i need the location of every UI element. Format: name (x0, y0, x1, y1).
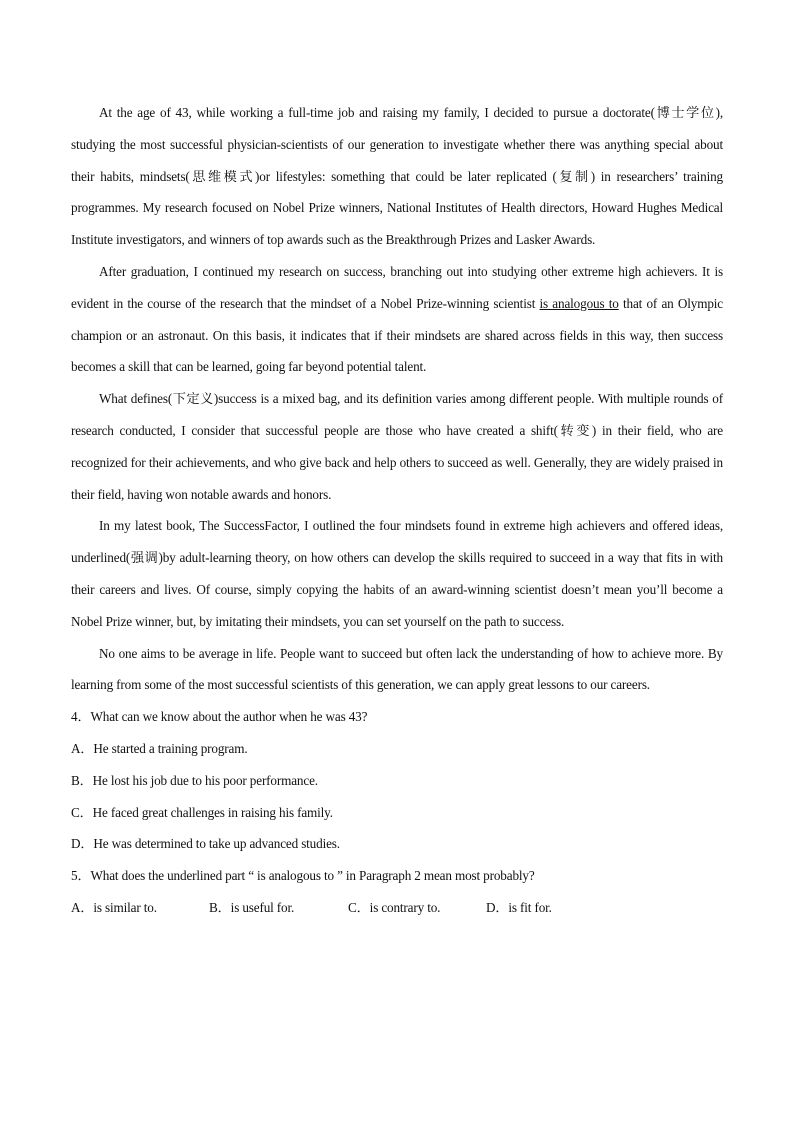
paragraph-5: No one aims to be average in life. People want to succeed but often lack the understanding of how to achieve more. By learning from some of the most successful scientists of this generation, we can apply great lessons to our careers. (71, 645, 723, 693)
paragraph-1: At the age of 43, while working a full-time job and raising my family, I decided to pursue a doctorate(博士学位), studying the most successful physician-scientists of our generation to investigate whether there was anything special about their habits, mindsets(思维模式)or lifestyles: something that could be later replicated (复制) in researchers’ training programmes. My research focused on Nobel Prize winners, National Institutes of Health directors, Howard Hughes Medical Institute investigators, and winners of top awards such as the Breakthrough Prizes and Lasker Awards. (71, 105, 723, 248)
question-5-option-d: D．is fit for. (486, 899, 552, 915)
question-5-stem: 5．What does the underlined part “ is analogous to ” in Paragraph 2 mean most probably? (71, 868, 535, 884)
paragraph-3: What defines(下定义)success is a mixed bag, and its definition varies among different people. With multiple rounds of research conducted, I consider that successful people are those who have created a shift(转变) in their field, who are recognized for their achievements, and who give back and help others to succeed as well. Generally, they are widely praised in their field, having won notable awards and honors. (71, 391, 723, 502)
question-5-option-a: A．is similar to. (71, 899, 157, 915)
paragraph-2-text-before: After graduation, I continued my research on success, branching out into studying other extreme high achievers. It is evident in the course of the research that the mindset of a Nobel Prize-winning scientist (71, 263, 723, 311)
underlined-phrase: is analogous to (539, 295, 619, 311)
question-5-options (71, 892, 723, 924)
paragraph-2-text-after: that of an Olympic champion or an astronaut. On this basis, it indicates that if their mindsets are shared across fields in this way, then success becomes a skill that can be learned, going far beyond potential talent. (71, 295, 724, 375)
paragraph-2 (71, 256, 723, 383)
question-5-option-c: C．is contrary to. (348, 899, 441, 915)
question-4-option-c: C．He faced great challenges in raising his family. (71, 804, 333, 820)
paragraph-4: In my latest book, The SuccessFactor, I outlined the four mindsets found in extreme high achievers and offered ideas, underlined(强调)by adult-learning theory, on how others can develop the skills required to succeed in a way that fits in with their careers and lives. Of course, simply copying the habits of an award-winning scientist doesn’t mean you’ll become a Nobel Prize winner, but, by imitating their mindsets, you can set yourself on the path to success. (71, 518, 723, 629)
document-page (71, 97, 723, 924)
question-5-option-b: B．is useful for. (209, 899, 295, 915)
question-4-stem: 4．What can we know about the author when he was 43? (71, 709, 368, 725)
question-4-option-d: D．He was determined to take up advanced studies. (71, 836, 340, 852)
question-4-option-a: A．He started a training program. (71, 740, 248, 756)
question-4-option-b: B．He lost his job due to his poor performance. (71, 772, 318, 788)
